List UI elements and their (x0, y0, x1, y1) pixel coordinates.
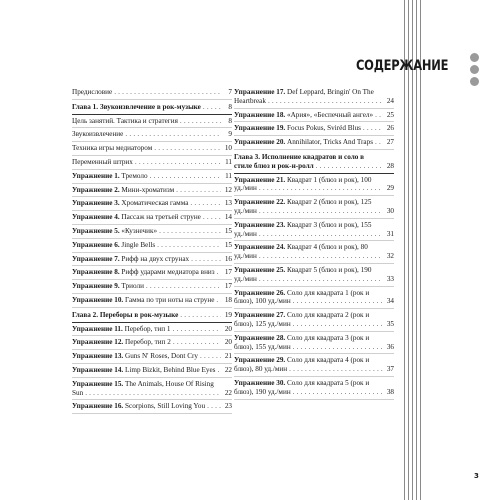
dot-icon (470, 65, 479, 74)
entry-label: Упражнение 8. (72, 268, 120, 277)
toc-entry[interactable] (72, 323, 232, 337)
entry-label: Упражнение 20. (234, 138, 286, 147)
entry-page: 8 (228, 102, 232, 111)
entry-text: Соло для квадрата 1 (рок и блюз), 100 уд./мин (234, 288, 370, 306)
entry-text: Квадрат 1 (блюз и рок), 100 уд./мин (234, 175, 372, 193)
entry-text: Глава 3. Исполнение квадратов и соло в стиле блюз и рок-н-ролл (234, 152, 365, 170)
entry-text: Annihilator, Tricks And Traps (287, 138, 373, 147)
toc-entry[interactable] (72, 239, 232, 253)
entry-page: 9 (228, 130, 232, 139)
toc-entry[interactable] (72, 211, 232, 225)
entry-label: Упражнение 29. (234, 356, 286, 365)
entry-label: Упражнение 27. (234, 311, 286, 320)
toc-entry[interactable] (234, 377, 394, 400)
toc-entry[interactable] (234, 86, 394, 109)
entry-page: 27 (386, 138, 394, 147)
entry-text: Def Leppard, Bringin' On The Heartbreak (234, 88, 374, 105)
decorative-rules (404, 0, 422, 500)
toc-entry[interactable] (72, 266, 232, 280)
entry-page: 18 (224, 295, 232, 304)
toc-entry[interactable] (72, 400, 232, 414)
entry-label: Упражнение 4. (72, 213, 120, 222)
entry-text: Техника игры медиатором (72, 144, 153, 153)
entry-page: 14 (224, 213, 232, 222)
entry-label: Упражнение 17. (234, 88, 286, 96)
entry-page: 20 (224, 338, 232, 347)
entry-page: 25 (386, 110, 394, 119)
entry-text: «Ария», «Беспечный ангел» (287, 110, 374, 119)
entry-label: Упражнение 7. (72, 254, 120, 263)
entry-text: Хроматическая гамма (121, 199, 189, 208)
toc-chapter[interactable] (234, 150, 394, 174)
entry-label: Упражнение 2. (72, 185, 120, 194)
entry-page: 22 (224, 388, 232, 397)
entry-text: Рифф ударами медиатора вниз (121, 268, 215, 277)
entry-text: Соло для квадрата 4 (рок и блюз), 80 уд./мин (234, 356, 370, 374)
toc-entry[interactable] (72, 294, 232, 308)
toc-chapter[interactable] (72, 100, 232, 115)
entry-text: Пассаж на третьей струне (121, 213, 201, 222)
entry-label: Упражнение 26. (234, 288, 286, 297)
entry-label: Упражнение 15. (72, 379, 124, 388)
entry-page: 23 (224, 402, 232, 411)
entry-label: Упражнение 6. (72, 240, 120, 249)
entry-page: 19 (224, 310, 232, 319)
entry-page: 10 (224, 144, 232, 153)
entry-label: Упражнение 23. (234, 220, 286, 229)
entry-page: 37 (386, 365, 394, 374)
toc-column-right (234, 86, 394, 400)
toc-entry[interactable] (72, 350, 232, 364)
entry-text: Соло для квадрата 5 (рок и блюз), 190 уд./мин (234, 378, 370, 396)
entry-page: 15 (224, 226, 232, 235)
entry-label: Упражнение 24. (234, 243, 286, 252)
entry-text: Перебор, тип 2 (125, 338, 171, 347)
page-title: СОДЕРЖАНИЕ (356, 58, 449, 74)
entry-text: Соло для квадрата 2 (рок и блюз), 125 уд./мин (234, 311, 370, 328)
entry-text: Цель занятий. Тактика и стратегия (72, 116, 178, 125)
entry-label: Упражнение 5. (72, 226, 120, 235)
entry-page: 17 (224, 268, 232, 277)
toc-entry[interactable] (72, 336, 232, 350)
entry-page: 26 (386, 124, 394, 133)
decorative-dots (470, 53, 484, 89)
toc-entry[interactable] (72, 156, 232, 170)
toc-entry[interactable] (72, 142, 232, 156)
toc-entry[interactable] (72, 115, 232, 129)
toc-column-left (72, 86, 232, 414)
toc-entry[interactable] (234, 241, 394, 264)
entry-page: 20 (224, 324, 232, 333)
entry-label: Упражнение 28. (234, 333, 286, 342)
toc-entry[interactable] (72, 378, 232, 401)
entry-text: Тремоло (121, 171, 148, 180)
entry-page: 38 (386, 387, 394, 396)
entry-page: 31 (386, 229, 394, 238)
entry-text: Перебор, тип 1 (124, 324, 171, 333)
toc-entry[interactable] (72, 253, 232, 267)
entry-text: Звукоизвлечение (72, 130, 124, 139)
entry-text: Focus Pokus, Sviréd Blus (287, 124, 361, 133)
entry-text: Квадрат 5 (блюз и рок), 190 уд./мин (234, 265, 372, 283)
entry-text: Рифф на двух струнах (121, 254, 190, 263)
page-number: 3 (474, 472, 479, 480)
entry-label: Упражнение 19. (234, 124, 286, 133)
entry-text: Квадрат 3 (блюз и рок), 155 уд./мин (234, 220, 372, 238)
entry-label: Упражнение 30. (234, 378, 286, 387)
entry-text: Квадрат 2 (блюз и рок), 125 уд./мин (234, 198, 372, 215)
entry-text: Limp Bizkit, Behind Blue Eyes (125, 365, 216, 374)
entry-page: 34 (386, 297, 394, 306)
entry-label: Упражнение 9. (72, 282, 120, 291)
toc-entry[interactable] (234, 287, 394, 310)
entry-text: Scorpions, Still Loving You (125, 402, 206, 411)
entry-label: Упражнение 1. (72, 171, 120, 180)
entry-text: Переменный штрих (72, 157, 133, 166)
entry-page: 33 (386, 274, 394, 283)
entry-text: Гамма по три ноты на струне (125, 295, 215, 304)
entry-label: Упражнение 12. (72, 338, 124, 347)
entry-label: Упражнение 16. (72, 402, 124, 411)
entry-page: 11 (225, 171, 232, 180)
entry-label: Упражнение 18. (234, 110, 286, 119)
toc-entry[interactable] (72, 170, 232, 184)
entry-label: Упражнение 14. (72, 365, 124, 374)
toc-entry[interactable] (72, 184, 232, 198)
entry-page: 16 (224, 254, 232, 263)
entry-page: 12 (224, 185, 232, 194)
toc-entry[interactable] (234, 196, 394, 219)
entry-text: Глава 2. Переборы в рок-музыке (72, 310, 179, 319)
entry-text: Jingle Bells (121, 240, 156, 249)
entry-text: Квадрат 4 (блюз и рок), 80 уд./мин (234, 243, 368, 261)
toc-entry[interactable] (72, 86, 232, 100)
entry-text: Триоли (121, 282, 144, 291)
toc-entry[interactable] (234, 354, 394, 377)
dot-icon (470, 53, 479, 62)
entry-page: 32 (386, 252, 394, 261)
entry-text: «Кузнечик» (121, 226, 158, 235)
toc-entry[interactable] (234, 109, 394, 123)
toc-entry[interactable] (234, 136, 394, 150)
entry-label: Упражнение 25. (234, 265, 286, 274)
toc-entry[interactable] (72, 128, 232, 142)
toc-entry[interactable] (72, 364, 232, 378)
toc-entry[interactable] (234, 332, 394, 355)
entry-page: 30 (386, 206, 394, 215)
entry-label: Упражнение 13. (72, 352, 124, 361)
entry-page: 28 (386, 161, 394, 170)
entry-page: 29 (386, 184, 394, 193)
toc-entry[interactable] (234, 122, 394, 136)
entry-page: 15 (224, 240, 232, 249)
toc-entry[interactable] (72, 197, 232, 211)
entry-label: Упражнение 22. (234, 198, 286, 207)
dot-icon (470, 77, 479, 86)
toc-entry[interactable] (234, 264, 394, 287)
toc-entry[interactable] (72, 225, 232, 239)
entry-label: Упражнение 11. (72, 324, 123, 333)
toc-chapter[interactable] (72, 308, 232, 323)
entry-page: 24 (386, 96, 394, 105)
entry-page: 22 (224, 365, 232, 374)
entry-page: 7 (228, 88, 232, 96)
entry-page: 17 (224, 282, 232, 291)
entry-page: 35 (386, 319, 394, 328)
entry-text: Предисловие (72, 88, 113, 96)
entry-text: Глава 1. Звукоизвлечение в рок-музыке (72, 102, 201, 111)
entry-text: Guns N' Roses, Dont Cry (125, 352, 198, 361)
entry-page: 36 (386, 342, 394, 351)
entry-text: Соло для квадрата 3 (рок и блюз), 155 уд./мин (234, 333, 370, 351)
toc-entry[interactable] (234, 219, 394, 242)
entry-label: Упражнение 3. (72, 199, 120, 208)
entry-page: 21 (224, 352, 232, 361)
toc-entry[interactable] (234, 174, 394, 197)
entry-page: 11 (225, 157, 232, 166)
toc-entry[interactable] (72, 280, 232, 294)
entry-page: 8 (228, 116, 232, 125)
entry-label: Упражнение 21. (234, 175, 286, 184)
entry-label: Упражнение 10. (72, 295, 124, 304)
toc-entry[interactable] (234, 309, 394, 332)
entry-text: The Animals, House Of Rising Sun (72, 379, 214, 397)
entry-page: 13 (224, 199, 232, 208)
entry-text: Мини-хроматизм (121, 185, 175, 194)
